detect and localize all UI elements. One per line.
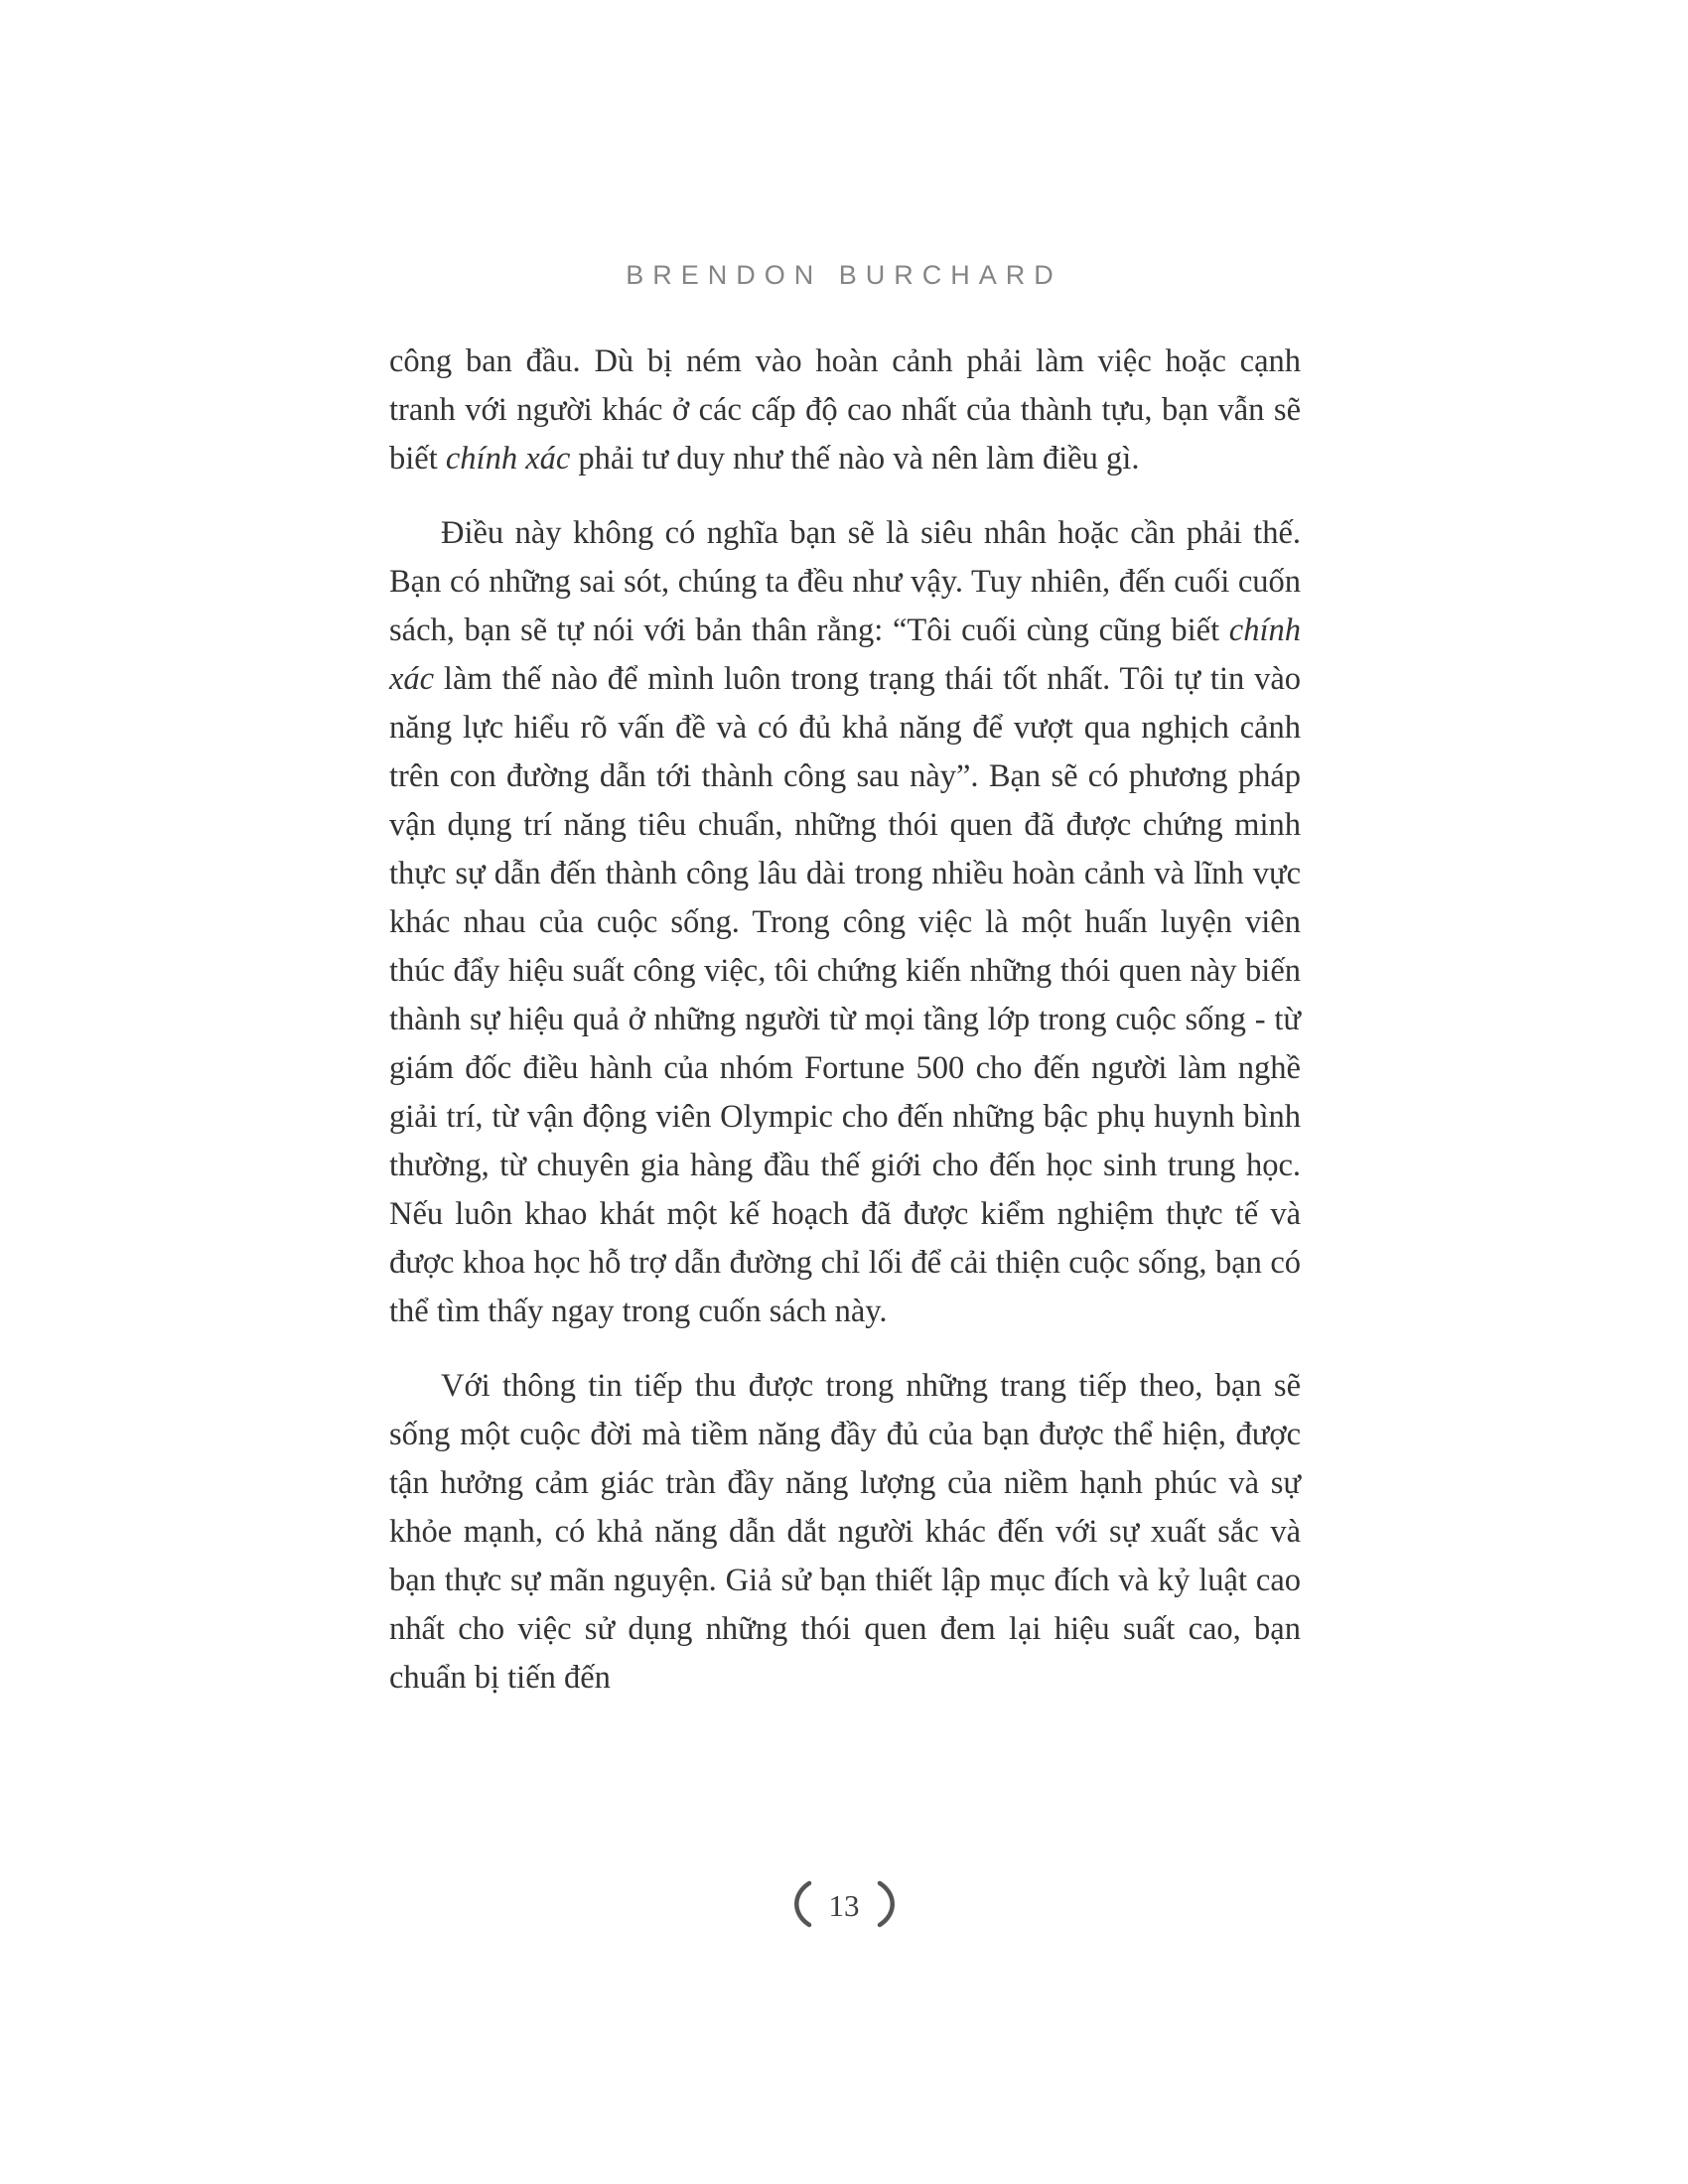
italic-text-run: chính xác xyxy=(389,613,1301,697)
text-run: Điều này không có nghĩa bạn sẽ là siêu nhân hoặc cần phải thế. Bạn có những sai sót, chúng ta đều như vậy. Tuy nhiên, đến cuối cuốn sách, bạn sẽ tự nói với bản thân rằng: “Tôi cuối cùng cũng biết xyxy=(389,515,1301,648)
text-run: Với thông tin tiếp thu được trong những trang tiếp theo, bạn sẽ sống một cuộc đời mà tiềm năng đầy đủ của bạn được thể hiện, được tận hưởng cảm giác tràn đầy năng lượng của niềm hạnh phúc và sự khỏe mạnh, có khả năng dẫn dắt người khác đến với sự xuất sắc và bạn thực sự mãn nguyện. Giả sử bạn thiết lập mục đích và kỷ luật cao nhất cho việc sử dụng những thói quen đem lại hiệu suất cao, bạn chuẩn bị tiến đến xyxy=(389,1368,1301,1696)
page-footer xyxy=(0,1879,1688,1929)
right-bracket-icon xyxy=(876,1879,904,1929)
paragraph xyxy=(389,1362,1301,1703)
body-text xyxy=(389,338,1301,1728)
italic-text-run: chính xác xyxy=(445,441,571,477)
page-number: 13 xyxy=(828,1887,860,1923)
left-bracket-icon xyxy=(785,1879,813,1929)
text-run: phải tư duy như thế nào và nên làm điều gì. xyxy=(570,441,1140,477)
paragraph xyxy=(389,338,1301,483)
paragraph xyxy=(389,509,1301,1336)
text-run: làm thế nào để mình luôn trong trạng thái tốt nhất. Tôi tự tin vào năng lực hiểu rõ vấn đề và có đủ khả năng để vượt qua nghịch cảnh trên con đường dẫn tới thành công sau này”. Bạn sẽ có phương pháp vận dụng trí năng tiêu chuẩn, những thói quen đã được chứng minh thực sự dẫn đến thành công lâu dài trong nhiều hoàn cảnh và lĩnh vực khác nhau của cuộc sống. Trong công việc là một huấn luyện viên thúc đẩy hiệu suất công việc, tôi chứng kiến những thói quen này biến thành sự hiệu quả ở những người từ mọi tầng lớp trong cuộc sống - từ giám đốc điều hành của nhóm Fortune 500 cho đến người làm nghề giải trí, từ vận động viên Olympic cho đến những bậc phụ huynh bình thường, từ chuyên gia hàng đầu thế giới cho đến học sinh trung học. Nếu luôn khao khát một kế hoạch đã được kiểm nghiệm thực tế và được khoa học hỗ trợ dẫn đường chỉ lối để cải thiện cuộc sống, bạn có thể tìm thấy ngay trong cuốn sách này. xyxy=(389,661,1301,1329)
running-header-author: BRENDON BURCHARD xyxy=(626,260,1062,290)
text-run: công ban đầu. Dù bị ném vào hoàn cảnh phải làm việc hoặc cạnh tranh với người khác ở các cấp độ cao nhất của thành tựu, bạn vẫn sẽ biết xyxy=(389,343,1301,477)
